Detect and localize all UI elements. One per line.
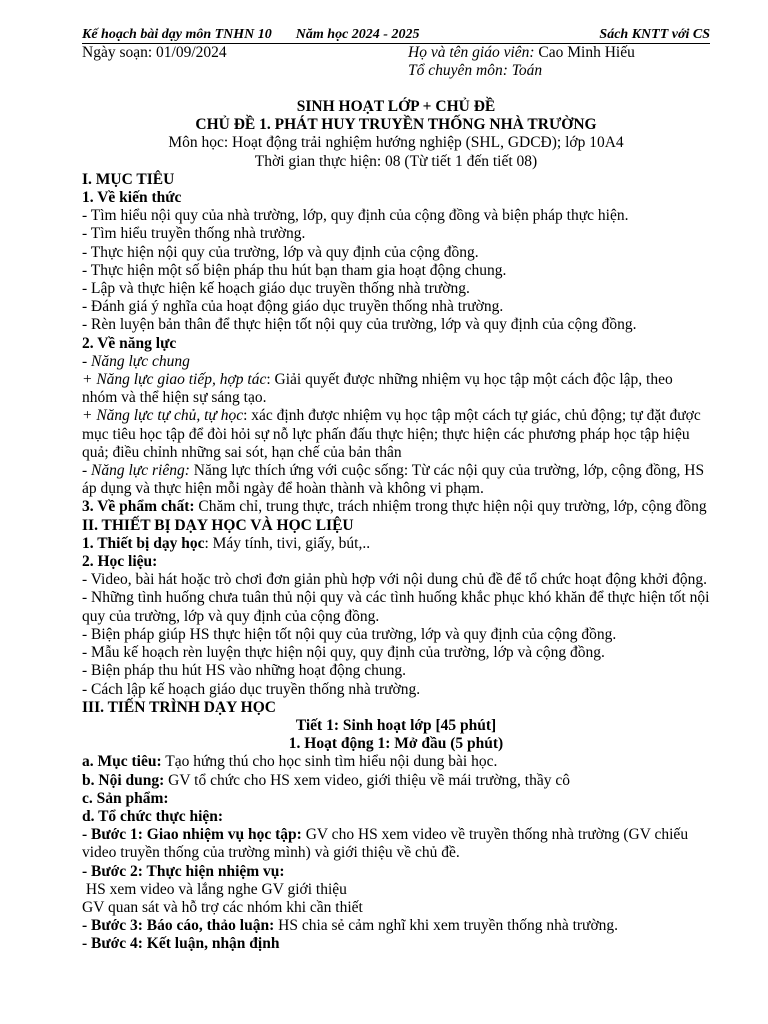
section-1-heading: I. MỤC TIÊU [82, 170, 175, 188]
knowledge-item: - Tìm hiểu nội quy của nhà trường, lớp, quy định của cộng đồng và biện pháp thực hiện. [82, 207, 629, 225]
section-2-heading: II. THIẾT BỊ DẠY HỌC VÀ HỌC LIỆU [82, 516, 354, 534]
knowledge-item: - Thực hiện nội quy của trường, lớp và quy định của cộng đồng. [82, 243, 479, 261]
meta-row-2 [82, 62, 710, 80]
step-3-label: - Bước 3: Báo cáo, thảo luận: [82, 917, 275, 935]
material-item: - Mẫu kế hoạch rèn luyện thực hiện nội quy, quy định của trường, lớp và cộng đồng. [82, 644, 605, 662]
quality-label: 3. Về phẩm chất: [82, 498, 195, 516]
knowledge-item: - Tìm hiểu truyền thống nhà trường. [82, 225, 306, 243]
step-1-label: - Bước 1: Giao nhiệm vụ học tập: [82, 826, 302, 844]
equipment-text: : Máy tính, tivi, giấy, bút,.. [204, 534, 371, 552]
communication-ability [82, 371, 710, 407]
specific-text: Năng lực thích ứng với cuộc sống: Từ các nội quy của trường, lớp, cộng đồng, HS áp dụng và thực hiện mỗi ngày để hoàn thành và không vi phạm. [82, 462, 705, 498]
title-line-2: CHỦ ĐỀ 1. PHÁT HUY TRUYỀN THỐNG NHÀ TRƯỜNG [195, 116, 597, 134]
goal-text: Tạo hứng thú cho học sinh tìm hiểu nội dung bài học. [161, 753, 498, 771]
ability-heading: 2. Về năng lực [82, 334, 177, 352]
header-school-year: Năm học 2024 - 2025 [295, 27, 420, 42]
header-right: Sách KNTT với CS [599, 27, 710, 42]
goal-label: a. Mục tiêu: [82, 753, 162, 771]
material-item: - Biện pháp thu hút HS vào những hoạt động chung. [82, 662, 406, 680]
teacher-name: Cao Minh Hiếu [534, 44, 635, 61]
specific-label: - Năng lực riêng: [82, 462, 190, 480]
header-left: Kế hoạch bài dạy môn TNHN 10 [82, 27, 272, 42]
equipment-label: 1. Thiết bị dạy học [82, 534, 205, 552]
goal-item [82, 753, 710, 771]
step-1 [82, 826, 710, 862]
quality-text: Chăm chỉ, trung thực, trách nhiệm trong thực hiện nội quy trường, lớp, cộng đồng [194, 498, 707, 516]
activity-title: 1. Hoạt động 1: Mở đầu (5 phút) [288, 735, 504, 753]
specific-ability [82, 462, 710, 498]
self-learning-ability [82, 407, 710, 462]
quality-item [82, 498, 710, 516]
product-item: c. Sản phẩm: [82, 789, 169, 807]
step-1-text: GV cho HS xem video về truyền thống nhà trường (GV chiếu video truyền thống của trường mình) và giới thiệu về chủ đề. [82, 826, 689, 862]
teacher-label: Họ và tên giáo viên: [408, 44, 535, 61]
knowledge-item: - Rèn luyện bản thân để thực hiện tốt nội quy của trường, lớp và quy định của cộng đồng. [82, 316, 637, 334]
self-learning-label: + Năng lực tự chủ, tự học [82, 407, 244, 425]
lesson-title: Tiết 1: Sinh hoạt lớp [45 phút] [295, 716, 497, 734]
content-item [82, 772, 710, 790]
step-3 [82, 917, 710, 935]
knowledge-heading: 1. Về kiến thức [82, 189, 182, 207]
step-3-text: HS chia sẻ cảm nghĩ khi xem truyền thống nhà trường. [274, 917, 619, 935]
knowledge-item: - Lập và thực hiện kế hoạch giáo dục truyền thống nhà trường. [82, 280, 470, 298]
material-item: - Những tình huống chưa tuân thủ nội quy và các tình huống khắc phục khó khăn để thực hiện tốt nội quy của trường, lớp và quy định của cộng đồng. [82, 589, 710, 625]
knowledge-item: - Đánh giá ý nghĩa của hoạt động giáo dục truyền thống nhà trường. [82, 298, 504, 316]
equipment-item [82, 535, 710, 553]
knowledge-item: - Thực hiện một số biện pháp thu hút bạn tham gia hoạt động chung. [82, 261, 507, 279]
teacher-line [408, 44, 710, 62]
step-2-line-2: GV quan sát và hỗ trợ các nhóm khi cần thiết [82, 898, 363, 916]
communication-label: + Năng lực giao tiếp, hợp tác [82, 371, 267, 389]
materials-heading: 2. Học liệu: [82, 553, 158, 571]
meta-row-1 [82, 44, 710, 62]
material-item: - Cách lập kế hoạch giáo dục truyền thống nhà trường. [82, 680, 421, 698]
prep-date: Ngày soạn: 01/09/2024 [82, 44, 227, 61]
step-2-line-1: HS xem video và lắng nghe GV giới thiệu [82, 880, 347, 898]
content-label: b. Nội dung: [82, 771, 165, 789]
subject-line: Môn học: Hoạt động trải nghiệm hướng nghiệp (SHL, GDCĐ); lớp 10A4 [168, 134, 624, 152]
organize-item: d. Tổ chức thực hiện: [82, 807, 224, 825]
communication-text: : Giải quyết được những nhiệm vụ học tập một cách độc lập, theo nhóm và thể hiện sự sáng tạo. [82, 371, 673, 407]
material-item: - Video, bài hát hoặc trò chơi đơn giản phù hợp với nội dung chủ đề để tổ chức hoạt động khởi động. [82, 571, 707, 589]
section-3-heading: III. TIẾN TRÌNH DẠY HỌC [82, 698, 276, 716]
department: Tổ chuyên môn: Toán [408, 62, 543, 79]
page-header [82, 26, 710, 44]
step-2-label: - Bước 2: Thực hiện nhiệm vụ: [82, 862, 285, 880]
self-learning-text: : xác định được nhiệm vụ học tập một cách tự giác, chủ động; tự đặt được mục tiêu học tập để đòi hỏi sự nỗ lực phấn đấu thực hiện; thực hiện các phương pháp học tập hiệu quả; điều chỉnh những sai sót, hạn chế của bản thân [82, 407, 701, 461]
title-line-1: SINH HOẠT LỚP + CHỦ ĐỀ [296, 98, 496, 115]
time-line: Thời gian thực hiện: 08 (Từ tiết 1 đến tiết 08) [254, 152, 538, 170]
content-text: GV tổ chức cho HS xem video, giới thiệu về mái trường, thầy cô [164, 771, 570, 789]
material-item: - Biện pháp giúp HS thực hiện tốt nội quy của trường, lớp và quy định của cộng đồng. [82, 625, 617, 643]
step-4-label: - Bước 4: Kết luận, nhận định [82, 935, 280, 953]
general-ability: - Năng lực chung [82, 352, 190, 370]
